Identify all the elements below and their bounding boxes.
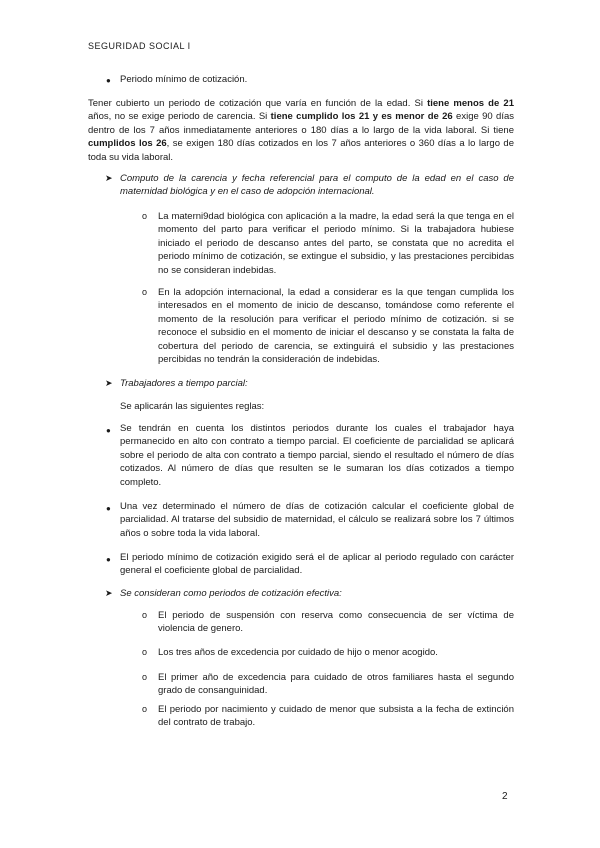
list-item: El primer año de excedencia para cuidado de otros familiares hasta el segundo grado de consanguinidad.: [158, 672, 514, 697]
bold-span: cumplidos los 26: [88, 138, 167, 150]
list-item: En la adopción internacional, la edad a considerar es la que tengan cumplida los interesados en el momento de inicio de descanso, tomándose como referente el momento de la resolución para verificar el periodo mínimo de cotización. si se reconoce el subsidio en el momento de iniciar el descanso y se constata la falta de cobertura del periodo de carencia, se extinguirá el subsidio y las prestaciones percibidas no tendrán la consideración de indebidas.: [158, 287, 514, 366]
bold-span: tiene menos de 21: [427, 98, 514, 109]
circle-marker: o: [142, 647, 148, 657]
circle-marker: o: [142, 211, 148, 221]
arrow-marker: ➤: [105, 588, 113, 598]
list-item: El periodo por nacimiento y cuidado de menor que subsista a la fecha de extinción del contrato de trabajo.: [158, 704, 514, 729]
circle-marker: o: [142, 704, 148, 714]
section-heading: Periodo mínimo de cotización.: [120, 74, 248, 85]
list-item: La materni9dad biológica con aplicación a la madre, la edad será la que tenga en el momento del parto para verificar el periodo mínimo. Si la trabajadora hubiese iniciado el periodo de descanso antes del parto, se constata que no acredita el periodo mínimo de cotización, se extingue el subsidio, y las prestaciones percibidas no se consideran indebidas.: [158, 211, 514, 276]
bullet-marker: ●: [106, 76, 111, 85]
arrow-marker: ➤: [105, 378, 113, 388]
bullet-marker: ●: [106, 504, 111, 513]
circle-marker: o: [142, 610, 148, 620]
text-span: exige 90 días dentro de los 7 años inmediatamente anteriores o 180 días a lo largo de la vida laboral. Si tiene: [88, 111, 514, 136]
text-span: , se exigen 180 días cotizados en los 7 años anteriores o 360 días a lo largo de toda su vida laboral.: [88, 138, 514, 163]
bold-span: tiene cumplido los 21 y es menor de 26: [270, 111, 453, 123]
rules-intro: Se aplicarán las siguientes reglas:: [120, 401, 265, 412]
bullet-marker: ●: [106, 555, 111, 564]
subsection-heading: Trabajadores a tiempo parcial:: [120, 378, 248, 389]
bullet-marker: ●: [106, 426, 111, 435]
page-number: 2: [502, 791, 508, 802]
list-item: El periodo mínimo de cotización exigido será el de aplicar al periodo regulado con carácter general el coeficiente global de parcialidad.: [120, 552, 514, 577]
paragraph-carencia: [88, 97, 514, 164]
text-span: años, no se exige periodo de carencia. Si: [88, 111, 271, 123]
subsection-heading: Computo de la carencia y fecha referencial para el computo de la edad en el caso de maternidad biológica y en el caso de adopción internacional.: [120, 173, 514, 198]
list-item: Los tres años de excedencia por cuidado de hijo o menor acogido.: [158, 647, 438, 658]
list-item: El periodo de suspensión con reserva como consecuencia de ser víctima de violencia de genero.: [158, 610, 514, 635]
text-span: Tener cubierto un periodo de cotización que varía en función de la edad. Si: [88, 98, 428, 109]
list-item: Una vez determinado el número de días de cotización calcular el coeficiente global de parcialidad. Al tratarse del subsidio de maternidad, el cálculo se realizará sobre los 7 últimos años o sobre toda la vida laboral.: [120, 501, 514, 539]
page-header: SEGURIDAD SOCIAL I: [88, 41, 191, 51]
subsection-heading: Se consideran como periodos de cotización efectiva:: [120, 588, 342, 599]
list-item: Se tendrán en cuenta los distintos periodos durante los cuales el trabajador haya permanecido en alto con contrato a tiempo parcial. El coeficiente de parcialidad se aplicará sobre el periodo de alta con contrato a tiempo parcial, siendo el resultado el número de días cotizados. Al número de días que resulten se le sumaran los días cotizados a tiempo completo.: [120, 423, 514, 488]
circle-marker: o: [142, 672, 148, 682]
arrow-marker: ➤: [105, 173, 113, 183]
circle-marker: o: [142, 287, 148, 297]
